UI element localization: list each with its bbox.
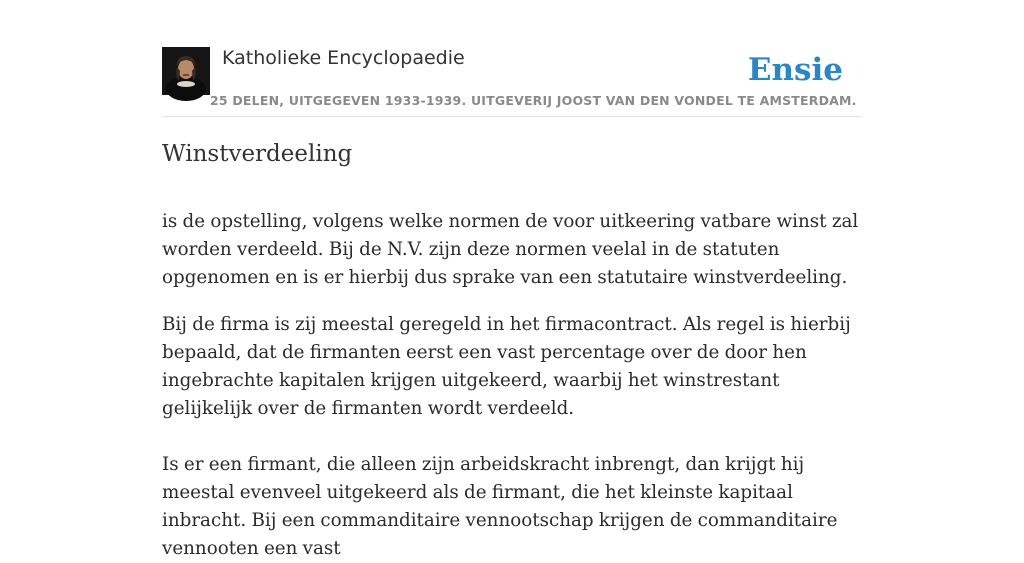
source-title[interactable]: Katholieke Encyclopaedie (222, 47, 465, 69)
source-subtitle: 25 DELEN, UITGEGEVEN 1933-1939. UITGEVERIJ JOOST VAN DEN VONDEL TE AMSTERDAM. (210, 93, 857, 108)
article-title: Winstverdeeling (162, 141, 353, 167)
portrait-avatar-icon (162, 47, 210, 95)
article (162, 138, 862, 563)
article-paragraph: Bij de firma is zij meestal geregeld in het firmacontract. Als regel is hierbij bepaald, dat de firmanten eerst een vast percentage over de door hen ingebrachte kapitalen krijgen uitgekeerd, waarbij het winstrestant gelijkelijk over de firmanten wordt verdeeld. (162, 314, 851, 419)
article-paragraph: Is er een firmant, die alleen zijn arbeidskracht inbrengt, dan krijgt hij meestal evenveel uitgekeerd als de firmant, die het kleinste kapitaal inbracht. Bij een commanditaire vennootschap krijgen de commanditaire vennooten een vast (162, 454, 838, 559)
source-avatar[interactable] (162, 47, 210, 95)
source-header (162, 46, 862, 117)
brand-logo[interactable]: Ensie (747, 52, 843, 88)
article-paragraph: is de opstelling, volgens welke normen de voor uitkeering vatbare winst zal worden verdeeld. Bij de N.V. zijn deze normen veelal in de statuten opgenomen en is er hierbij dus sprake van een statutaire winstverdeeling. (162, 211, 859, 288)
